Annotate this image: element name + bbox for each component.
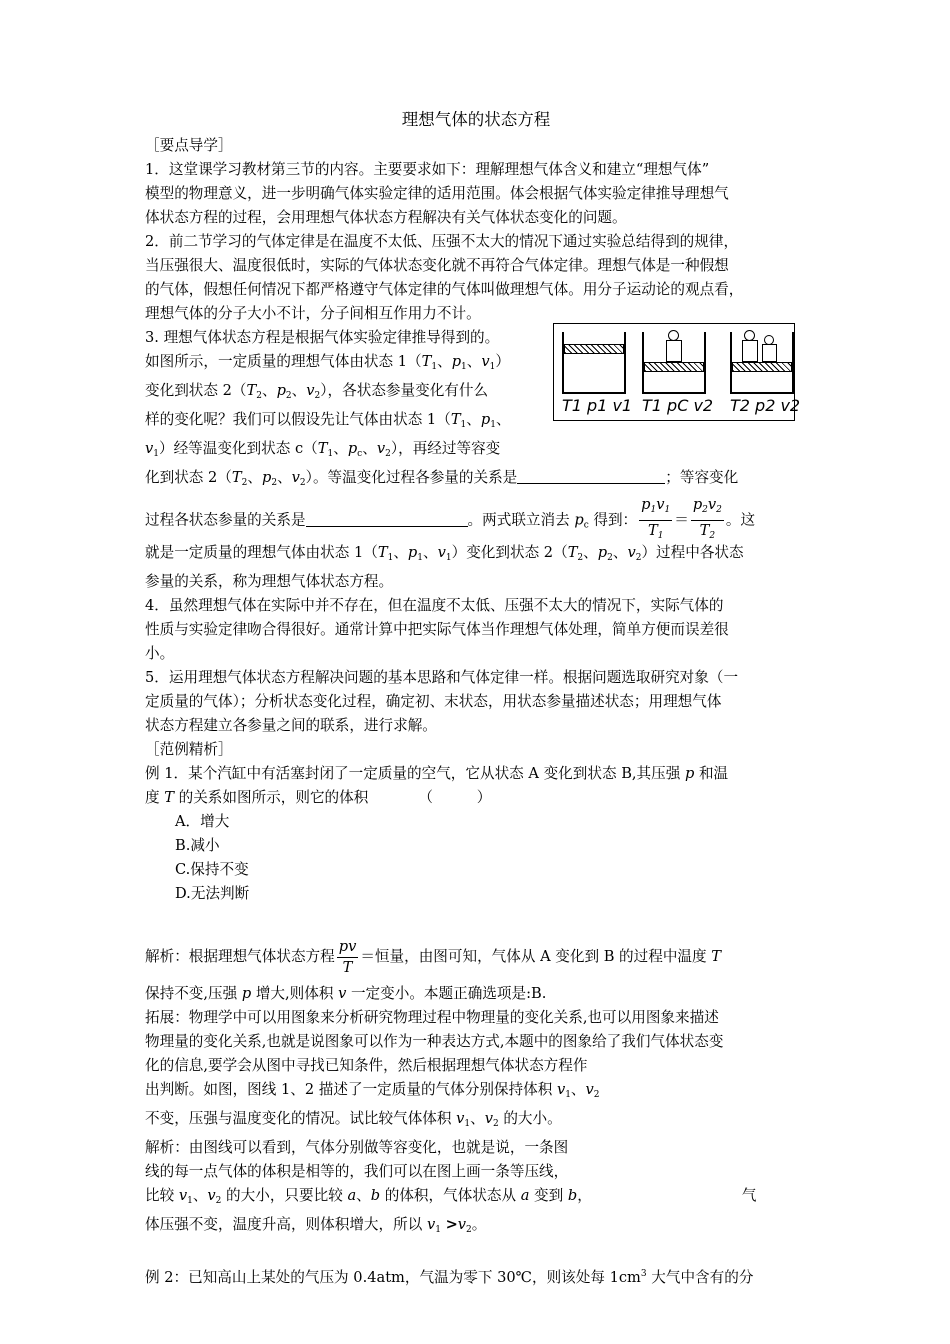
para-2-line-4: 理想气体的分子大小不计，分子间相互作用力不计。: [145, 305, 481, 322]
para-3-line-4: 样的变化呢？我们可以假设先让气体由状态 $1(T_1$、$p_1$、: [145, 411, 511, 430]
extension-line-5: 不变，压强与温度变化的情况。试比较气体体积 $v_1$、$v_2$ 的大小。: [145, 1110, 562, 1129]
para-3-line-9: 参量的关系，称为理想气体状态方程。: [145, 573, 394, 590]
para-4-line-1: 4．虽然理想气体在实际中并不存在，但在温度不太低、压强不太大的情况下，实际气体的: [145, 597, 724, 614]
extension-line-2: 物理量的变化关系,也就是说图象可以作为一种表达方式,本题中的图象给了我们气体状态变: [145, 1033, 724, 1050]
section-heading-examples: ［范例精析］: [145, 741, 233, 758]
answer-blank-1[interactable]: [517, 467, 665, 484]
option-b[interactable]: B.减小: [175, 837, 220, 854]
para-4-line-3: 小。: [145, 645, 175, 662]
para-1-line-3: 体状态方程的过程，会用理想气体状态方程解决有关气体状态变化的问题。: [145, 209, 627, 226]
solution-line-1: 解析：根据理想气体状态方程 $\frac{pv}{T}$ ＝恒量，由图可知，气体从 A 变化到 B 的过程中温度 T: [145, 937, 721, 976]
figure-label-3: T2 p2 v2: [730, 396, 801, 415]
section-heading-key-points: ［要点导学］: [145, 137, 233, 154]
answer-blank-2[interactable]: [306, 510, 468, 527]
para-3-line-7: 过程各状态参量的关系是 。两式联立消去 $p_c$ 得到： $\frac{p_1v_1}{T_1}$ ＝ $\frac{p_2v_2}{T_2}$ 。这: [145, 495, 807, 541]
spacer: [145, 906, 807, 932]
cylinder-2: [642, 332, 706, 394]
para-2-line-2: 当压强很大、温度很低时，实际的气体状态变化就不再符合气体定律。理想气体是一种假想: [145, 257, 729, 274]
cylinder-1: [562, 332, 626, 394]
cylinder-3: [730, 332, 794, 394]
figure-label-1: T1 p1 v1: [562, 396, 633, 415]
extension-line-4: 出判断。如图，图线 1、2 描述了一定质量的气体分别保持体积 $v_1$、$v_2$: [145, 1081, 600, 1100]
para-3-line-6: 化到状态 $2(T_2$、$p_2$、$v_2$）。等温变化过程各参量的关系是 ；等容变化: [145, 469, 739, 488]
para-1-line-2: 模型的物理意义，进一步明确气体实验定律的适用范围。体会根据气体实验定律推导理想气: [145, 185, 729, 202]
weight-knob-a: [744, 330, 755, 341]
para-1-line-1: 1．这堂课学习教材第三节的内容。主要要求如下：理解理想气体含义和建立“理想气体”: [145, 161, 710, 178]
para-3-line-1: 3. 理想气体状态方程是根据气体实验定律推导得到的。: [145, 329, 500, 346]
weight-block-b: [762, 344, 777, 362]
figure-label-2: T1 pC v2: [642, 396, 714, 415]
piston-1: [564, 344, 624, 354]
formula-fraction-1: $\frac{p_1v_1}{T_1}$: [641, 496, 671, 541]
piston-3: [732, 362, 792, 372]
piston-2: [644, 362, 704, 372]
extension-line-3: 化的信息,要学会从图中寻找已知条件，然后根据理想气体状态方程作: [145, 1057, 588, 1074]
para-3-line-2: 如图所示，一定质量的理想气体由状态 $1(T_1$、$p_1$、$v_1$）: [145, 353, 510, 372]
para-5-line-3: 状态方程建立各参量之间的联系，进行求解。: [145, 717, 437, 734]
page-title: 理想气体的状态方程: [401, 110, 551, 129]
formula-fraction-pv-t: $\frac{pv}{T}$: [338, 937, 357, 976]
document-body: [145, 108, 807, 1290]
extension-line-1: 拓展：物理学中可以用图象来分析研究物理过程中物理量的变化关系,也可以用图象来描述: [145, 1009, 719, 1026]
example-1-line-2: 度 T 的关系如图所示，则它的体积 （ ）: [145, 789, 492, 806]
weight-block-a: [742, 340, 758, 362]
para-5-line-1: 5．运用理想气体状态方程解决问题的基本思路和气体定律一样。根据问题选取研究对象（一: [145, 669, 739, 686]
option-c[interactable]: C.保持不变: [175, 861, 249, 878]
para-2-line-1: 2．前二节学习的气体定律是在温度不太低、压强不太大的情况下通过实验总结得到的规律，: [145, 233, 739, 250]
example-2-line-1: 例 2：已知高山上某处的气压为 0.4atm，气温为零下 30℃，则该处每 $1cm^3$ 大气中含有的分: [145, 1268, 754, 1286]
weight-knob: [668, 330, 679, 341]
cylinder-diagram: [553, 323, 801, 421]
option-d[interactable]: D.无法判断: [175, 885, 250, 902]
analysis-line-1: 解析：由图线可以看到，气体分别做等容变化，也就是说，一条图: [145, 1139, 569, 1156]
spacer-2: [145, 1242, 807, 1262]
analysis-line-4: 体压强不变，温度升高，则体积增大，所以 $v_1 >v_2$。: [145, 1216, 487, 1235]
weight-block: [666, 340, 682, 362]
analysis-line-2: 线的每一点气体的体积是相等的，我们可以在图上画一条等压线，: [145, 1163, 569, 1180]
para-3-line-8: 就是一定质量的理想气体由状态 $1(T_1$、$p_1$、$v_1$）变化到状态 $2(T_2$、$p_2$、$v_2$）过程中各状态: [145, 544, 744, 563]
formula-fraction-2: $\frac{p_2v_2}{T_2}$: [692, 496, 722, 541]
analysis-line-3: 比较 $v_1$、$v_2$ 的大小，只要比较 a、b 的体积，气体状态从 a 变到 b， 气: [145, 1187, 757, 1206]
weight-knob-b: [764, 335, 774, 345]
para-4-line-2: 性质与实验定律吻合得很好。通常计算中把实际气体当作理想气体处理，简单方便而误差很: [145, 621, 729, 638]
para-3-line-3: 变化到状态 $2(T_2$、$p_2$、$v_2$），各状态参量变化有什么: [145, 382, 489, 401]
para-5-line-2: 定质量的气体）；分析状态变化过程，确定初、末状态，用状态参量描述状态；用理想气体: [145, 693, 722, 710]
para-2-line-3: 的气体，假想任何情况下都严格遵守气体定律的气体叫做理想气体。用分子运动论的观点看，: [145, 281, 744, 298]
para-3-line-5: $v_1$）经等温变化到状态 $c(T_1$、$p_c$、$v_2$），再经过等容变: [145, 440, 501, 459]
example-1-line-1: 例 1．某个汽缸中有活塞封闭了一定质量的空气，它从状态 A 变化到状态 B,其压强 p 和温: [145, 765, 729, 782]
option-a[interactable]: A．增大: [175, 813, 230, 830]
solution-line-2: 保持不变,压强 p 增大,则体积 v 一定变小。本题正确选项是:B.: [145, 985, 547, 1002]
